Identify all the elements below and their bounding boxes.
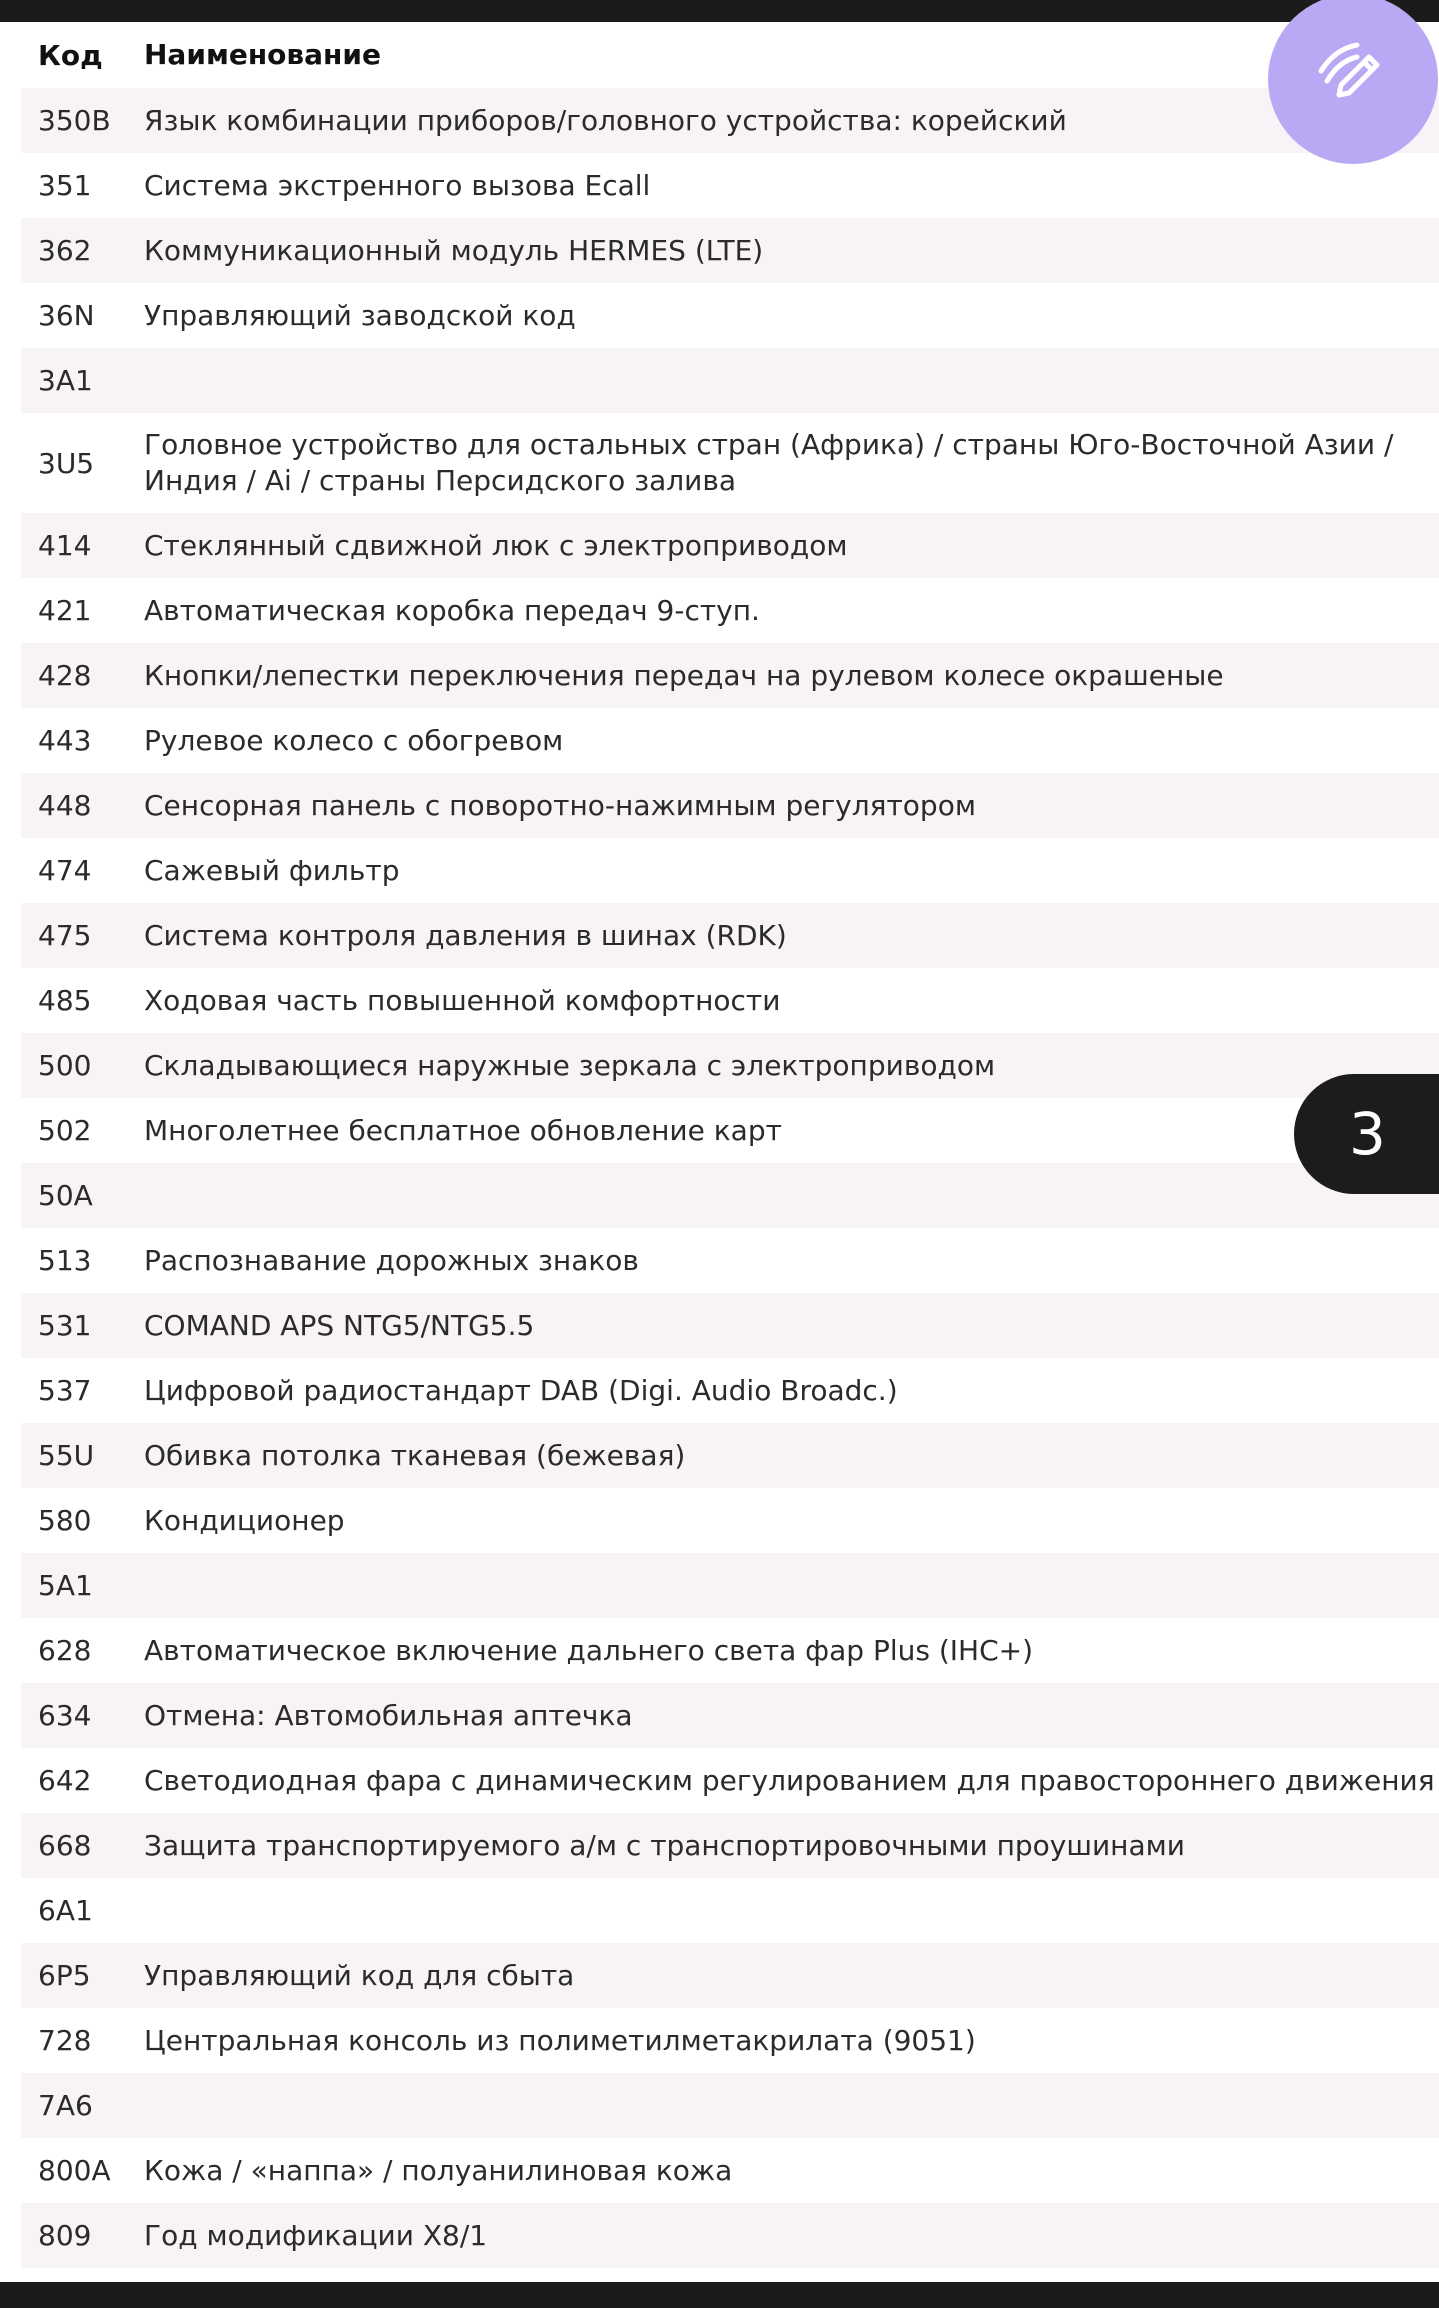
option-code: 362 <box>38 234 92 267</box>
page-number: 3 <box>1349 1100 1386 1168</box>
option-name: Кожа / «наппа» / полуанилиновая кожа <box>144 2153 733 2187</box>
option-code: 6A1 <box>38 1894 93 1927</box>
table-row <box>21 1813 1439 1878</box>
table-row <box>21 218 1439 283</box>
option-name: Сажевый фильтр <box>144 853 400 887</box>
table-row <box>21 283 1439 348</box>
option-name: Язык комбинации приборов/головного устройства: корейский <box>144 103 1067 137</box>
pencil-icon <box>1311 35 1395 123</box>
option-name: Коммуникационный модуль HERMES (LTE) <box>144 233 764 267</box>
option-name: Сенсорная панель с поворотно-нажимным регулятором <box>144 788 976 822</box>
table-row <box>21 1878 1439 1943</box>
option-name: Управляющий заводской код <box>144 298 576 332</box>
table-row <box>21 1943 1439 2008</box>
table-row <box>21 1748 1439 1813</box>
option-code: 537 <box>38 1374 92 1407</box>
table-row <box>21 2073 1439 2138</box>
option-name: Светодиодная фара с динамическим регулированием для правостороннего движения <box>144 1763 1435 1797</box>
table-row <box>21 1618 1439 1683</box>
option-name: Складывающиеся наружные зеркала с электроприводом <box>144 1048 996 1082</box>
table-body <box>21 88 1439 2268</box>
option-code: 7A6 <box>38 2089 93 2122</box>
page-number-badge <box>1294 1074 1439 1194</box>
option-name: Центральная консоль из полиметилметакрилата (9051) <box>144 2023 976 2057</box>
table-row <box>21 708 1439 773</box>
option-code: 628 <box>38 1634 92 1667</box>
table-row <box>21 1033 1439 1098</box>
table-header <box>21 22 1439 88</box>
table-row <box>21 1293 1439 1358</box>
option-code: 421 <box>38 594 92 627</box>
option-code: 502 <box>38 1114 92 1147</box>
option-name: Система экстренного вызова Ecall <box>144 168 651 202</box>
option-name: Управляющий код для сбыта <box>144 1958 575 1992</box>
option-code: 55U <box>38 1439 95 1472</box>
option-name: Защита транспортируемого а/м с транспортировочными проушинами <box>144 1828 1185 1862</box>
option-name: Автоматическая коробка передач 9-ступ. <box>144 593 760 627</box>
table-row <box>21 1358 1439 1423</box>
option-name: Система контроля давления в шинах (RDK) <box>144 918 787 952</box>
column-header-name: Наименование <box>144 38 381 71</box>
option-name: Рулевое колесо с обогревом <box>144 723 564 757</box>
top-status-bar <box>0 0 1439 22</box>
edit-button[interactable] <box>1268 0 1438 164</box>
table-row <box>21 153 1439 218</box>
table-row <box>21 1098 1439 1163</box>
option-code: 642 <box>38 1764 92 1797</box>
option-code: 475 <box>38 919 92 952</box>
table-row <box>21 2203 1439 2268</box>
table-row <box>21 643 1439 708</box>
option-name: Стеклянный сдвижной люк с электроприводом <box>144 528 848 562</box>
option-code: 6P5 <box>38 1959 91 1992</box>
option-code: 500 <box>38 1049 92 1082</box>
table-row <box>21 2008 1439 2073</box>
option-code: 634 <box>38 1699 92 1732</box>
option-name: Год модификации X8/1 <box>144 2218 488 2252</box>
option-code: 350B <box>38 104 111 137</box>
option-code: 448 <box>38 789 92 822</box>
option-code: 428 <box>38 659 92 692</box>
option-code: 5A1 <box>38 1569 93 1602</box>
option-name: COMAND APS NTG5/NTG5.5 <box>144 1308 535 1342</box>
table-row <box>21 1553 1439 1618</box>
option-code: 443 <box>38 724 92 757</box>
table-row <box>21 773 1439 838</box>
option-name: Обивка потолка тканевая (бежевая) <box>144 1438 686 1472</box>
option-code: 3A1 <box>38 364 93 397</box>
option-code: 50A <box>38 1179 93 1212</box>
table-row <box>21 968 1439 1033</box>
table-row <box>21 2138 1439 2203</box>
option-code: 474 <box>38 854 92 887</box>
option-name: Распознавание дорожных знаков <box>144 1243 639 1277</box>
option-name: Кондиционер <box>144 1503 345 1537</box>
option-code: 800A <box>38 2154 111 2187</box>
option-code: 531 <box>38 1309 92 1342</box>
option-code: 3U5 <box>38 446 95 480</box>
option-code: 513 <box>38 1244 92 1277</box>
option-name: Головное устройство для остальных стран (Африка) / страны Юго-Восточной Азии / Индия / Аі / страны Персидского залива <box>144 428 1394 497</box>
option-code: 668 <box>38 1829 92 1862</box>
option-name: Кнопки/лепестки переключения передач на рулевом колесе окрашеные <box>144 658 1224 692</box>
option-code: 414 <box>38 529 92 562</box>
option-name: Автоматическое включение дальнего света фар Plus (IHC+) <box>144 1633 1034 1667</box>
options-table <box>21 22 1439 2268</box>
table-row <box>21 578 1439 643</box>
option-code: 728 <box>38 2024 92 2057</box>
table-row <box>21 1163 1439 1228</box>
column-header-code: Код <box>38 38 103 72</box>
bottom-navigation-bar <box>0 2282 1439 2308</box>
option-name: Многолетнее бесплатное обновление карт <box>144 1113 782 1147</box>
option-name: Ходовая часть повышенной комфортности <box>144 983 781 1017</box>
option-code: 485 <box>38 984 92 1017</box>
table-row <box>21 1423 1439 1488</box>
table-row <box>21 513 1439 578</box>
option-code: 580 <box>38 1504 92 1537</box>
option-code: 36N <box>38 299 95 332</box>
table-row <box>21 903 1439 968</box>
option-code: 351 <box>38 169 92 202</box>
option-name: Цифровой радиостандарт DAB (Digi. Audio Broadc.) <box>144 1373 898 1407</box>
table-row <box>21 1488 1439 1553</box>
table-row <box>21 88 1439 153</box>
table-row <box>21 1683 1439 1748</box>
table-row <box>21 348 1439 413</box>
table-row <box>21 1228 1439 1293</box>
table-row <box>21 838 1439 903</box>
option-code: 809 <box>38 2219 92 2252</box>
table-row <box>21 413 1439 513</box>
option-name: Отмена: Автомобильная аптечка <box>144 1698 633 1732</box>
